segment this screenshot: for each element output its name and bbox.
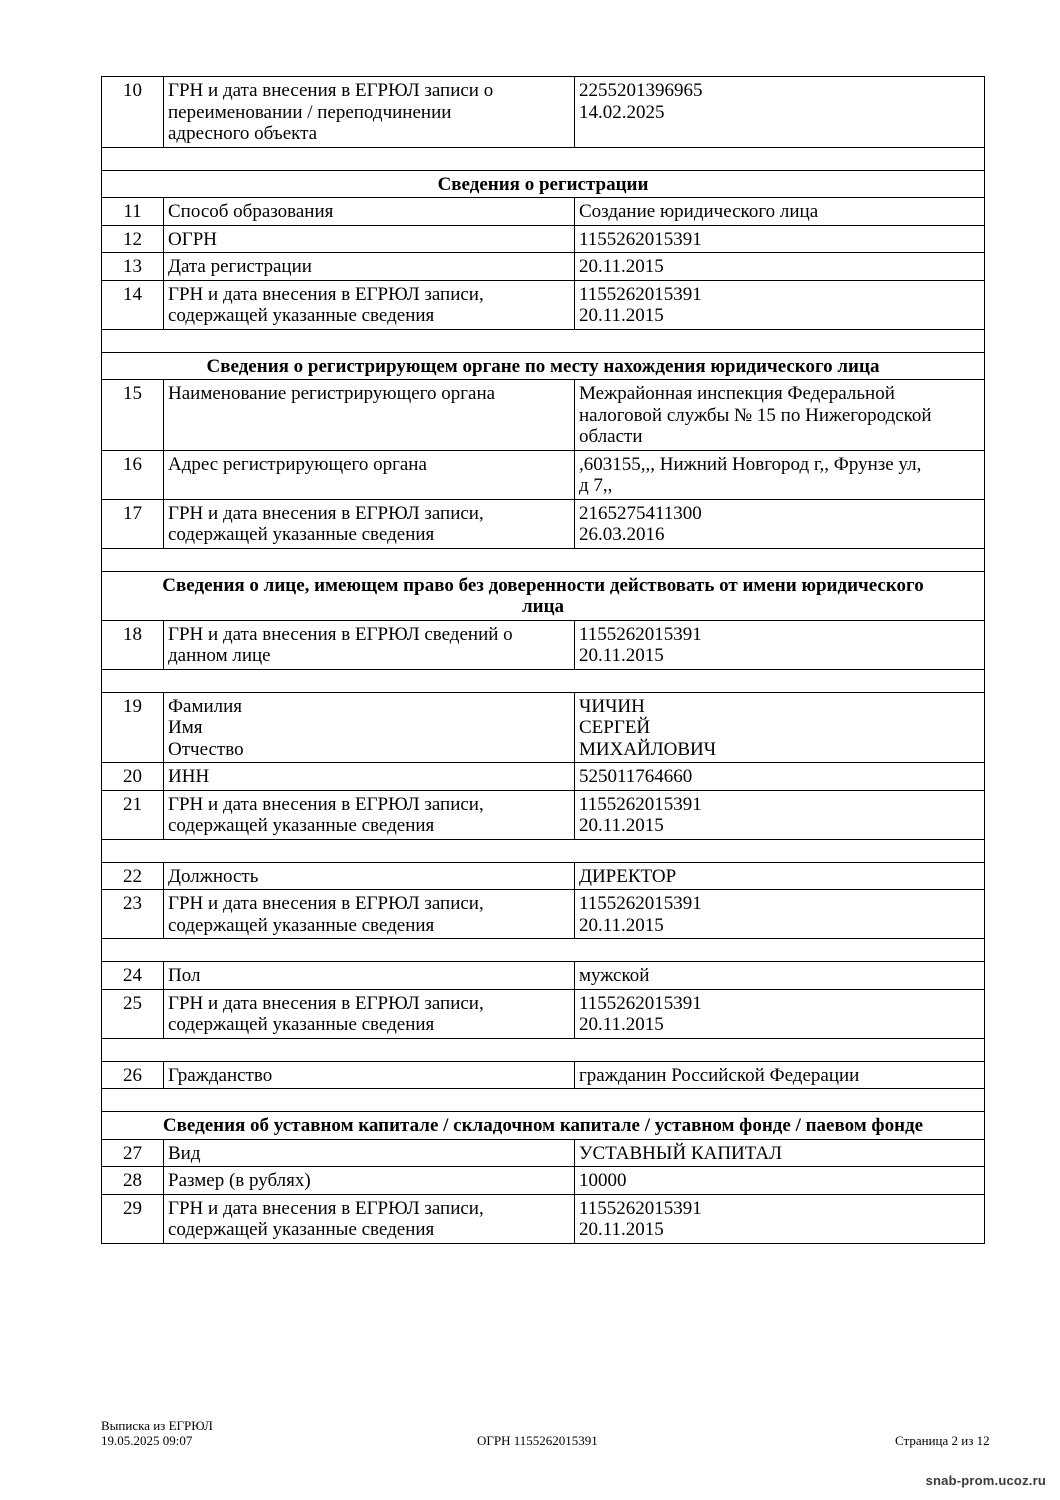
row-number: 16 [102, 450, 164, 499]
field-label: Дата регистрации [164, 253, 575, 281]
field-label: Гражданство [164, 1061, 575, 1089]
field-label: ГРН и дата внесения в ЕГРЮЛ сведений о данном лице [164, 620, 575, 669]
field-value: 2165275411300 26.03.2016 [575, 499, 985, 548]
row-number: 24 [102, 962, 164, 990]
table-row [102, 198, 985, 226]
field-label: Наименование регистрирующего органа [164, 380, 575, 451]
spacer-row [102, 1089, 985, 1112]
spacer-row [102, 939, 985, 962]
field-value: 1155262015391 20.11.2015 [575, 1194, 985, 1243]
field-value: 525011764660 [575, 763, 985, 791]
spacer-cell [102, 1038, 985, 1061]
spacer-row [102, 329, 985, 352]
field-value: 2255201396965 14.02.2025 [575, 77, 985, 148]
table-row [102, 253, 985, 281]
row-number: 28 [102, 1167, 164, 1195]
table-row [102, 890, 985, 939]
section-title: Сведения об уставном капитале / складочном капитале / уставном фонде / паевом фонде [102, 1112, 985, 1140]
field-value: 1155262015391 20.11.2015 [575, 620, 985, 669]
spacer-row [102, 1038, 985, 1061]
table-row [102, 962, 985, 990]
table-row [102, 790, 985, 839]
field-value: 10000 [575, 1167, 985, 1195]
table-row [102, 380, 985, 451]
field-label: ИНН [164, 763, 575, 791]
table-row [102, 1139, 985, 1167]
field-label: ГРН и дата внесения в ЕГРЮЛ записи, содержащей указанные сведения [164, 499, 575, 548]
row-number: 10 [102, 77, 164, 148]
table-row [102, 450, 985, 499]
field-value: мужской [575, 962, 985, 990]
field-value: УСТАВНЫЙ КАПИТАЛ [575, 1139, 985, 1167]
table-row [102, 692, 985, 763]
section-header-row [102, 352, 985, 380]
field-label: Размер (в рублях) [164, 1167, 575, 1195]
table-row [102, 225, 985, 253]
field-value: 1155262015391 20.11.2015 [575, 790, 985, 839]
table-row [102, 620, 985, 669]
field-label: ГРН и дата внесения в ЕГРЮЛ записи о переименовании / переподчинении адресного объекта [164, 77, 575, 148]
field-value: гражданин Российской Федерации [575, 1061, 985, 1089]
spacer-cell [102, 939, 985, 962]
field-label: ГРН и дата внесения в ЕГРЮЛ записи, содержащей указанные сведения [164, 280, 575, 329]
spacer-cell [102, 839, 985, 862]
section-title: Сведения о лице, имеющем право без доверенности действовать от имени юридического лица [102, 571, 985, 620]
row-number: 11 [102, 198, 164, 226]
footer-left [101, 1418, 213, 1448]
field-value: 20.11.2015 [575, 253, 985, 281]
section-header-row [102, 571, 985, 620]
field-value: ЧИЧИН СЕРГЕЙ МИХАЙЛОВИЧ [575, 692, 985, 763]
table-row [102, 763, 985, 791]
spacer-cell [102, 147, 985, 170]
table-row [102, 1194, 985, 1243]
row-number: 22 [102, 862, 164, 890]
field-label: ГРН и дата внесения в ЕГРЮЛ записи, содержащей указанные сведения [164, 790, 575, 839]
field-label: Фамилия Имя Отчество [164, 692, 575, 763]
row-number: 23 [102, 890, 164, 939]
table-row [102, 77, 985, 148]
table-row [102, 1061, 985, 1089]
footer-doc-title: Выписка из ЕГРЮЛ [101, 1418, 213, 1433]
field-label: Способ образования [164, 198, 575, 226]
field-value: 1155262015391 20.11.2015 [575, 890, 985, 939]
field-value: 1155262015391 [575, 225, 985, 253]
section-header-row [102, 170, 985, 198]
field-label: Должность [164, 862, 575, 890]
row-number: 20 [102, 763, 164, 791]
footer-page-number: Страница 2 из 12 [895, 1433, 990, 1448]
field-value: ДИРЕКТОР [575, 862, 985, 890]
spacer-row [102, 147, 985, 170]
spacer-cell [102, 329, 985, 352]
field-value: Межрайонная инспекция Федеральной налоговой службы № 15 по Нижегородской области [575, 380, 985, 451]
spacer-cell [102, 1089, 985, 1112]
row-number: 13 [102, 253, 164, 281]
spacer-cell [102, 548, 985, 571]
row-number: 27 [102, 1139, 164, 1167]
row-number: 19 [102, 692, 164, 763]
field-label: Вид [164, 1139, 575, 1167]
row-number: 18 [102, 620, 164, 669]
footer-ogrn: ОГРН 1155262015391 [477, 1433, 598, 1448]
field-label: ГРН и дата внесения в ЕГРЮЛ записи, содержащей указанные сведения [164, 890, 575, 939]
watermark: snab-prom.ucoz.ru [925, 1473, 1046, 1488]
field-label: ГРН и дата внесения в ЕГРЮЛ записи, содержащей указанные сведения [164, 1194, 575, 1243]
spacer-row [102, 669, 985, 692]
extract-table-body [102, 77, 985, 1244]
section-title: Сведения о регистрации [102, 170, 985, 198]
section-title: Сведения о регистрирующем органе по месту нахождения юридического лица [102, 352, 985, 380]
field-value: ,603155,,, Нижний Новгород г,, Фрунзе ул, д 7,, [575, 450, 985, 499]
row-number: 14 [102, 280, 164, 329]
field-label: ОГРН [164, 225, 575, 253]
row-number: 26 [102, 1061, 164, 1089]
field-label: Адрес регистрирующего органа [164, 450, 575, 499]
spacer-row [102, 548, 985, 571]
table-row [102, 499, 985, 548]
extract-table [101, 76, 985, 1244]
field-label: Пол [164, 962, 575, 990]
field-value: 1155262015391 20.11.2015 [575, 280, 985, 329]
field-value: Создание юридического лица [575, 198, 985, 226]
row-number: 25 [102, 989, 164, 1038]
field-value: 1155262015391 20.11.2015 [575, 989, 985, 1038]
field-label: ГРН и дата внесения в ЕГРЮЛ записи, содержащей указанные сведения [164, 989, 575, 1038]
row-number: 15 [102, 380, 164, 451]
spacer-cell [102, 669, 985, 692]
row-number: 17 [102, 499, 164, 548]
table-row [102, 989, 985, 1038]
table-row [102, 862, 985, 890]
row-number: 29 [102, 1194, 164, 1243]
section-header-row [102, 1112, 985, 1140]
spacer-row [102, 839, 985, 862]
table-row [102, 280, 985, 329]
row-number: 12 [102, 225, 164, 253]
footer-datetime: 19.05.2025 09:07 [101, 1433, 193, 1448]
row-number: 21 [102, 790, 164, 839]
table-row [102, 1167, 985, 1195]
